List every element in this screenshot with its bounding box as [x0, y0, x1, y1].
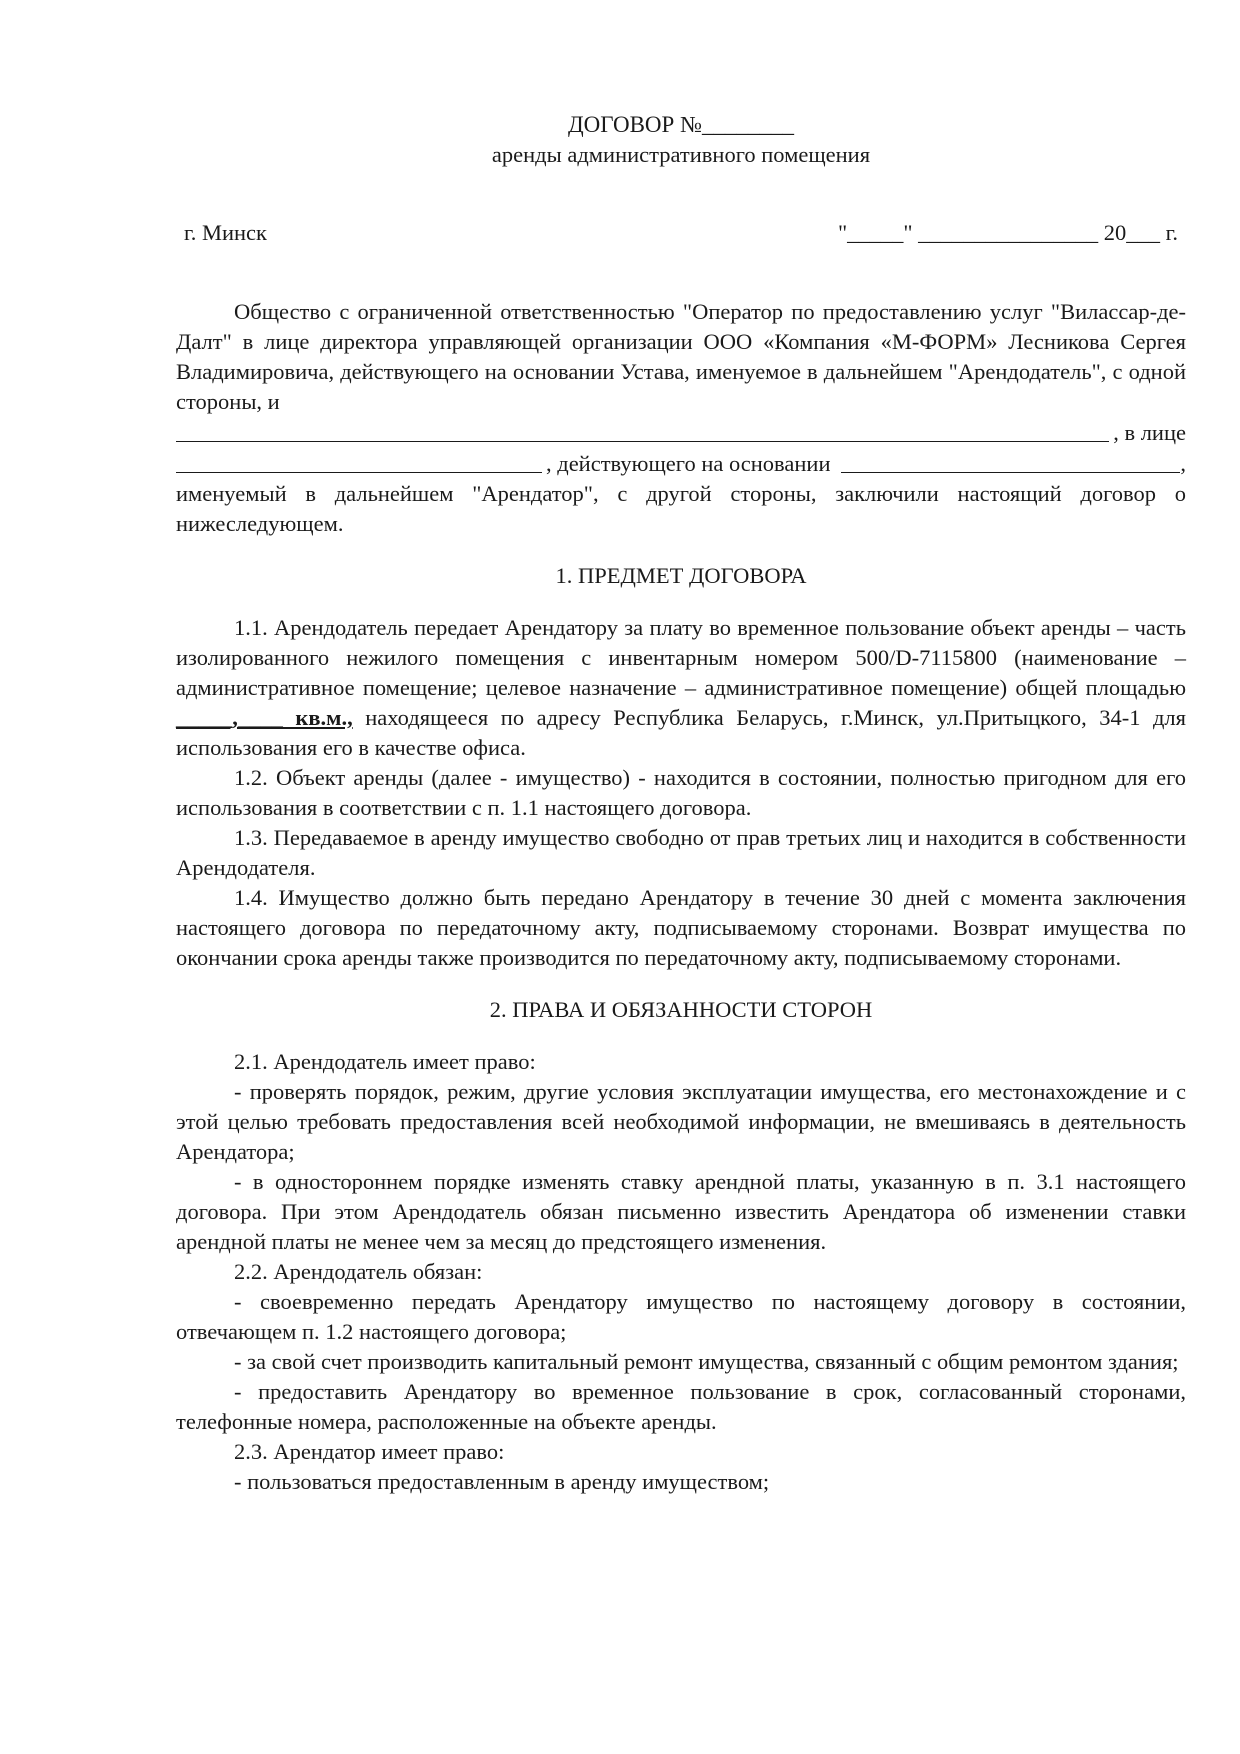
acting-basis-label: , действующего на основании — [546, 451, 831, 476]
tenant-name-blank — [176, 417, 1109, 442]
in-person-label: , в лице — [1113, 420, 1186, 445]
document-title: ДОГОВОР №________ — [567, 112, 795, 137]
clause-1-1-text-b: находящееся по адресу Республика Беларусь, г.Минск, ул.Притыцкого, 34-1 для использования его в качестве офиса. — [176, 705, 1187, 760]
basis-comma: , — [1180, 451, 1186, 476]
clause-1-1 — [176, 613, 1186, 763]
basis-blank — [841, 448, 1181, 473]
section-1-heading: 1. ПРЕДМЕТ ДОГОВОРА — [555, 563, 807, 588]
intro-text-1: Общество с ограниченной ответственностью "Оператор по предоставлению услуг "Виласcар-де-Далт" в лице директора управляющей организации ООО «Компания «М-ФОРМ» Лесникова Сергея Владимировича, действующего на основании Устава, именуемое в дальнейшем "Арендодатель", с одной стороны, и — [176, 299, 1186, 414]
intro-text-2: именуемый в дальнейшем "Арендатор", с другой стороны, заключили настоящий договор о нижеследующем. — [176, 481, 1186, 536]
contract-page — [176, 110, 1186, 1497]
clause-2-3: 2.3. Арендатор имеет право: — [234, 1439, 505, 1464]
clause-1-2: 1.2. Объект аренды (далее - имущество) - находится в состоянии, полностью пригодном для его использования в соответствии с п. 1.1 настоящего договора. — [176, 765, 1186, 820]
city: г. Минск — [184, 220, 267, 245]
clause-1-1-text-a: 1.1. Арендодатель передает Арендатору за плату во временное пользование объект аренды – часть изолированного нежилого помещения с инвентарным номером 500/D-7115800 (наименование – административное помещение; целевое назначение – административное помещение) общей площадью — [176, 615, 1186, 700]
clause-2-2-a: - своевременно передать Арендатору имущество по настоящему договору в состоянии, отвечающем п. 1.2 настоящего договора; — [176, 1289, 1186, 1344]
section-2-heading: 2. ПРАВА И ОБЯЗАННОСТИ СТОРОН — [489, 997, 873, 1022]
clause-2-2-c: - предоставить Арендатору во временное пользование в срок, согласованный сторонами, телефонные номера, расположенные на объекте аренды. — [176, 1379, 1186, 1434]
clause-2-1-a: - проверять порядок, режим, другие условия эксплуатации имущества, его местонахождение и с этой целью требовать предоставления всей необходимой информации, не вмешиваясь в деятельность Арендатора; — [176, 1079, 1186, 1164]
intro-paragraph — [176, 297, 1186, 539]
contract-date: "_____" ________________ 20___ г. — [837, 220, 1178, 245]
place-date-row — [176, 218, 1186, 248]
clause-1-3: 1.3. Передаваемое в аренду имущество свободно от прав третьих лиц и находится в собственности Арендодателя. — [176, 825, 1186, 880]
representative-blank — [176, 448, 542, 473]
section-1-body — [176, 613, 1186, 973]
area-field: _____,____ кв.м., — [176, 705, 353, 730]
clause-2-2: 2.2. Арендодатель обязан: — [234, 1259, 483, 1284]
clause-2-2-b: - за свой счет производить капитальный ремонт имущества, связанный с общим ремонтом здания; — [234, 1349, 1179, 1374]
tenant-name-line — [176, 417, 1186, 448]
clause-2-1-b: - в одностороннем порядке изменять ставку арендной платы, указанную в п. 3.1 настоящего договора. При этом Арендодатель обязан письменно известить Арендатора об изменении ставки арендной платы не менее чем за месяц до предстоящего изменения. — [176, 1169, 1186, 1254]
clause-2-1: 2.1. Арендодатель имеет право: — [234, 1049, 536, 1074]
clause-2-3-a: - пользоваться предоставленным в аренду имуществом; — [234, 1469, 770, 1494]
clause-1-4: 1.4. Имущество должно быть передано Арендатору в течение 30 дней с момента заключения настоящего договора по передаточному акту, подписываемому сторонами. Возврат имущества по окончании срока аренды также производится по передаточному акту, подписываемому сторонами. — [176, 885, 1186, 970]
section-2-body — [176, 1047, 1186, 1497]
representative-line — [176, 448, 1186, 479]
document-subtitle: аренды административного помещения — [491, 142, 871, 167]
